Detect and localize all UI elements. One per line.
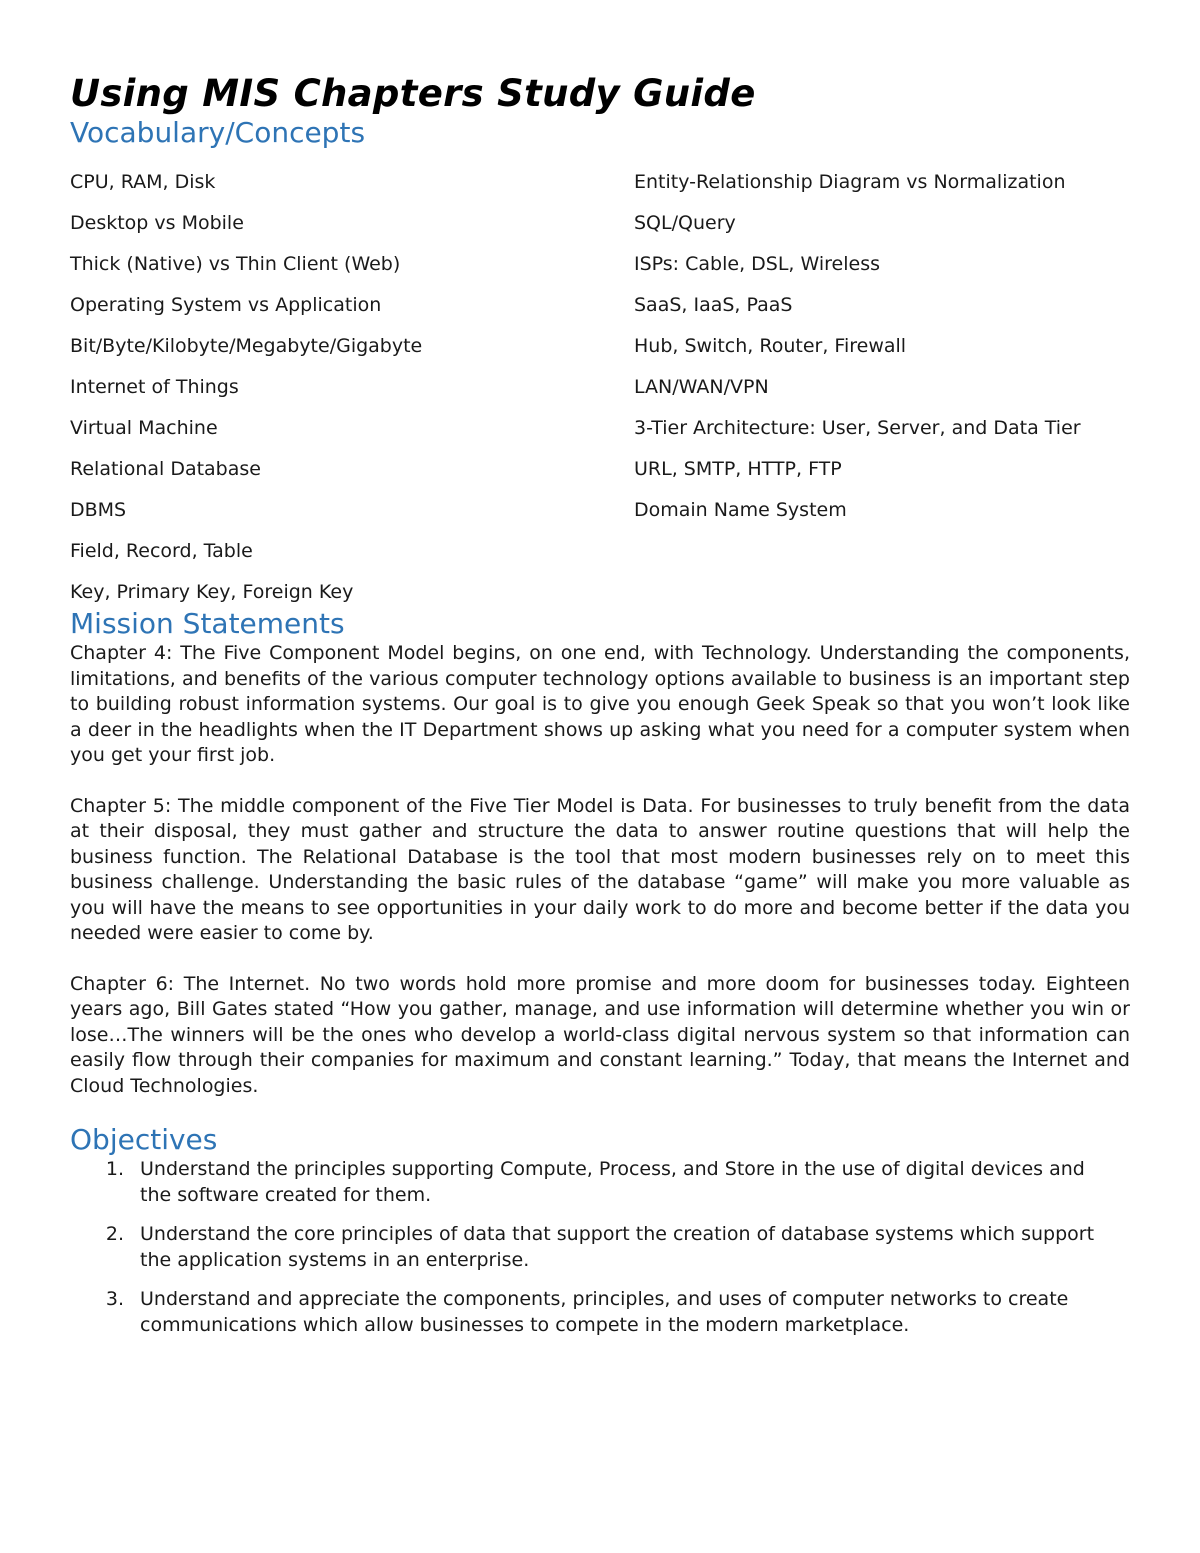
- vocabulary-item: Virtual Machine: [70, 417, 218, 439]
- objective-text: Understand the principles supporting Compute, Process, and Store in the use of digital devices and the software created for them.: [140, 1158, 1085, 1206]
- objective-item: [70, 1287, 1130, 1338]
- vocabulary-item: Hub, Switch, Router, Firewall: [634, 335, 907, 357]
- vocabulary-item: SQL/Query: [634, 212, 736, 234]
- vocabulary-item: Relational Database: [70, 458, 261, 480]
- vocabulary-item: ISPs: Cable, DSL, Wireless: [634, 253, 880, 275]
- vocabulary-item: Field, Record, Table: [70, 540, 253, 562]
- objective-item: [70, 1222, 1130, 1273]
- vocabulary-item: SaaS, IaaS, PaaS: [634, 294, 793, 316]
- vocabulary-column-left: [70, 162, 634, 613]
- objective-item: [70, 1157, 1130, 1208]
- vocabulary-item: DBMS: [70, 499, 127, 521]
- mission-paragraph: Chapter 5: The middle component of the Five Tier Model is Data. For businesses to truly benefit from the data at their disposal, they must gather and structure the data to answer routine questions that will help the business function. The Relational Database is the tool that most modern businesses rely on to meet this business challenge. Understanding the basic rules of the database “game” will make you more valuable as you will have the means to see opportunities in your daily work to do more and become better if the data you needed were easier to come by.: [70, 794, 1130, 944]
- vocabulary-item: Entity-Relationship Diagram vs Normalization: [634, 171, 1066, 193]
- vocabulary-list: [70, 162, 1130, 613]
- document-page: [70, 72, 1130, 1338]
- objective-number: 3.: [105, 1288, 124, 1310]
- objective-text: Understand the core principles of data that support the creation of database systems which support the application systems in an enterprise.: [140, 1223, 1095, 1271]
- vocabulary-item: Key, Primary Key, Foreign Key: [70, 581, 354, 603]
- vocabulary-item: CPU, RAM, Disk: [70, 171, 216, 193]
- vocabulary-item: Thick (Native) vs Thin Client (Web): [70, 253, 401, 275]
- vocabulary-heading: Vocabulary/Concepts: [70, 116, 366, 149]
- mission-paragraph: Chapter 6: The Internet. No two words hold more promise and more doom for businesses today. Eighteen years ago, Bill Gates stated “How you gather, manage, and use information will determine whether you win or lose…The winners will be the ones who develop a world-class digital nervous system so that information can easily flow through their companies for maximum and constant learning.” Today, that means the Internet and Cloud Technologies.: [70, 972, 1130, 1097]
- vocabulary-item: Bit/Byte/Kilobyte/Megabyte/Gigabyte: [70, 335, 423, 357]
- vocabulary-item: Domain Name System: [634, 499, 847, 521]
- objective-number: 1.: [105, 1158, 124, 1180]
- mission-statements: [70, 641, 1130, 1099]
- mission-paragraph: Chapter 4: The Five Component Model begins, on one end, with Technology. Understanding the components, limitations, and benefits of the various computer technology options available to business is an important step to building robust information systems. Our goal is to give you enough Geek Speak so that you won’t look like a deer in the headlights when the IT Department shows up asking what you need for a computer system when you get your first job.: [70, 642, 1130, 766]
- document-title: Using MIS Chapters Study Guide: [70, 72, 756, 115]
- objectives-heading: Objectives: [70, 1123, 218, 1156]
- vocabulary-item: LAN/WAN/VPN: [634, 376, 769, 398]
- vocabulary-item: URL, SMTP, HTTP, FTP: [634, 458, 842, 480]
- vocabulary-item: Internet of Things: [70, 376, 239, 398]
- objective-number: 2.: [105, 1223, 124, 1245]
- mission-statements-heading: Mission Statements: [70, 607, 345, 640]
- vocabulary-column-right: [634, 162, 1130, 613]
- objective-text: Understand and appreciate the components, principles, and uses of computer networks to create communications which allow businesses to compete in the modern marketplace.: [140, 1288, 1069, 1336]
- vocabulary-item: Desktop vs Mobile: [70, 212, 244, 234]
- vocabulary-item: Operating System vs Application: [70, 294, 382, 316]
- objectives-list: [70, 1157, 1130, 1338]
- vocabulary-item: 3-Tier Architecture: User, Server, and Data Tier: [634, 417, 1081, 439]
